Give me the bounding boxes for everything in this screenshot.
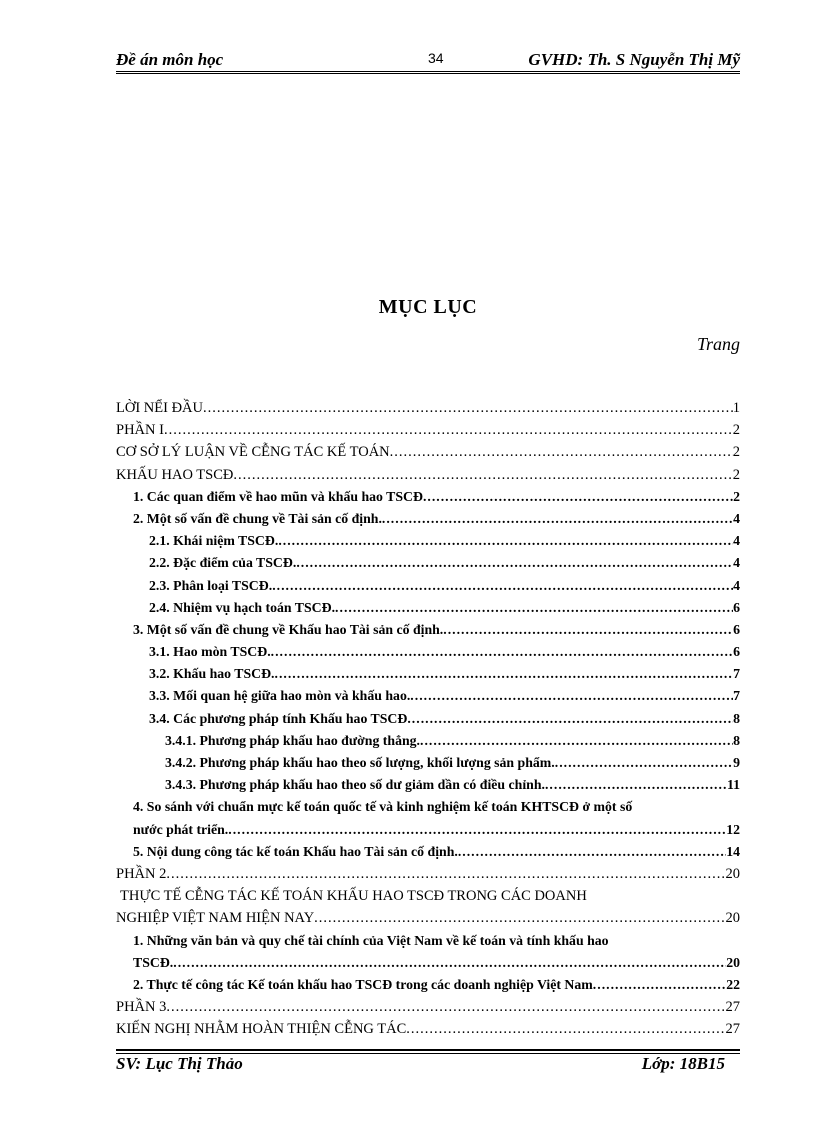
header-rule-2 [116, 73, 740, 74]
toc-entry: 3.2. Khấu hao TSCĐ. ..... 7 [116, 666, 740, 688]
toc-entry: 1. Những văn bản và quy chế tài chính của Việt Nam về kế toán và tính khấu hao [133, 932, 609, 948]
toc-entry: 2.2. Đặc điểm của TSCĐ. ..... 4 [116, 555, 740, 577]
toc-entry: 5. Nội dung công tác kế toán Khấu hao Tài sản cố định. ..... 14 [116, 844, 740, 866]
toc-entry: 3.4.2. Phương pháp khấu hao theo số lượng, khối lượng sản phẩm. ..... 9 [116, 755, 740, 777]
page-number: 34 [428, 50, 444, 66]
toc-entry: 3.4.3. Phương pháp khấu hao theo số dư giảm dần có điều chỉnh. ..... 11 [116, 777, 740, 799]
toc-entry: 2.1. Khái niệm TSCĐ. ..... 4 [116, 533, 740, 555]
toc-entry: 2. Thực tế công tác Kế toán khấu hao TSCĐ trong các doanh nghiệp Việt Nam ..... 22 [116, 977, 740, 999]
toc-entry: 4. So sánh với chuẩn mực kế toán quốc tế và kinh nghiệm kế toán KHTSCĐ ở một số [133, 799, 633, 815]
footer-class: Lớp: 18B15 [641, 1054, 725, 1073]
page-title: MỤC LỤC [378, 296, 478, 318]
page-header [116, 48, 740, 72]
toc-entry: 3.1. Hao mòn TSCĐ. ..... 6 [116, 644, 740, 666]
toc-entry: 3.4. Các phương pháp tính Khấu hao TSCĐ ..... 8 [116, 711, 740, 733]
toc-entry: TSCĐ. ..... 20 [116, 955, 740, 977]
footer-student: SV: Lục Thị Thảo [116, 1054, 243, 1073]
footer-rule [116, 1049, 740, 1051]
toc-entry: KIẾN NGHỊ NHẰM HOÀN THIỆN CỄNG TÁC ..... 27 [116, 1021, 740, 1043]
toc-entry: 3. Một số vấn đề chung về Khấu hao Tài sản cố định. ..... 6 [116, 622, 740, 644]
toc-entry: KHẤU HAO TSCĐ ..... 2 [116, 467, 740, 489]
toc-entry: 3.3. Mối quan hệ giữa hao mòn và khấu hao. ..... 7 [116, 688, 740, 710]
toc-entry: LỜI NỂI ĐẦU ..... 1 [116, 400, 740, 422]
toc-entry: 1. Các quan điểm về hao mũn và khấu hao TSCĐ ..... 2 [116, 489, 740, 511]
toc-entry: PHẦN 2 ..... 20 [116, 866, 740, 888]
page-column-label: Trang [696, 334, 740, 354]
header-rule [116, 71, 740, 72]
toc-entry: PHẦN 3 ..... 27 [116, 999, 740, 1021]
toc-entry: NGHIỆP VIỆT NAM HIỆN NAY ..... 20 [116, 910, 740, 932]
header-course-title: Đề án môn học [116, 50, 224, 69]
toc-entry: 2. Một số vấn đề chung về Tài sản cố định. ..... 4 [116, 511, 740, 533]
toc-entry: PHẦN I ..... 2 [116, 422, 740, 444]
toc-entry: 3.4.1. Phương pháp khấu hao đường thẳng. ..... 8 [116, 733, 740, 755]
toc-entry: 2.3. Phân loại TSCĐ. ..... 4 [116, 578, 740, 600]
table-of-contents [116, 400, 740, 1043]
toc-entry: 2.4. Nhiệm vụ hạch toán TSCĐ. ..... 6 [116, 600, 740, 622]
toc-entry: THỰC TẾ CỄNG TÁC KẾ TOÁN KHẤU HAO TSCĐ TRONG CÁC DOANH [120, 888, 587, 905]
toc-entry: CƠ SỞ LÝ LUẬN VỀ CỄNG TÁC KẾ TOÁN ..... 2 [116, 444, 740, 466]
toc-entry: nước phát triển. ..... 12 [116, 822, 740, 844]
header-supervisor: GVHD: Th. S Nguyễn Thị Mỹ [528, 50, 740, 69]
